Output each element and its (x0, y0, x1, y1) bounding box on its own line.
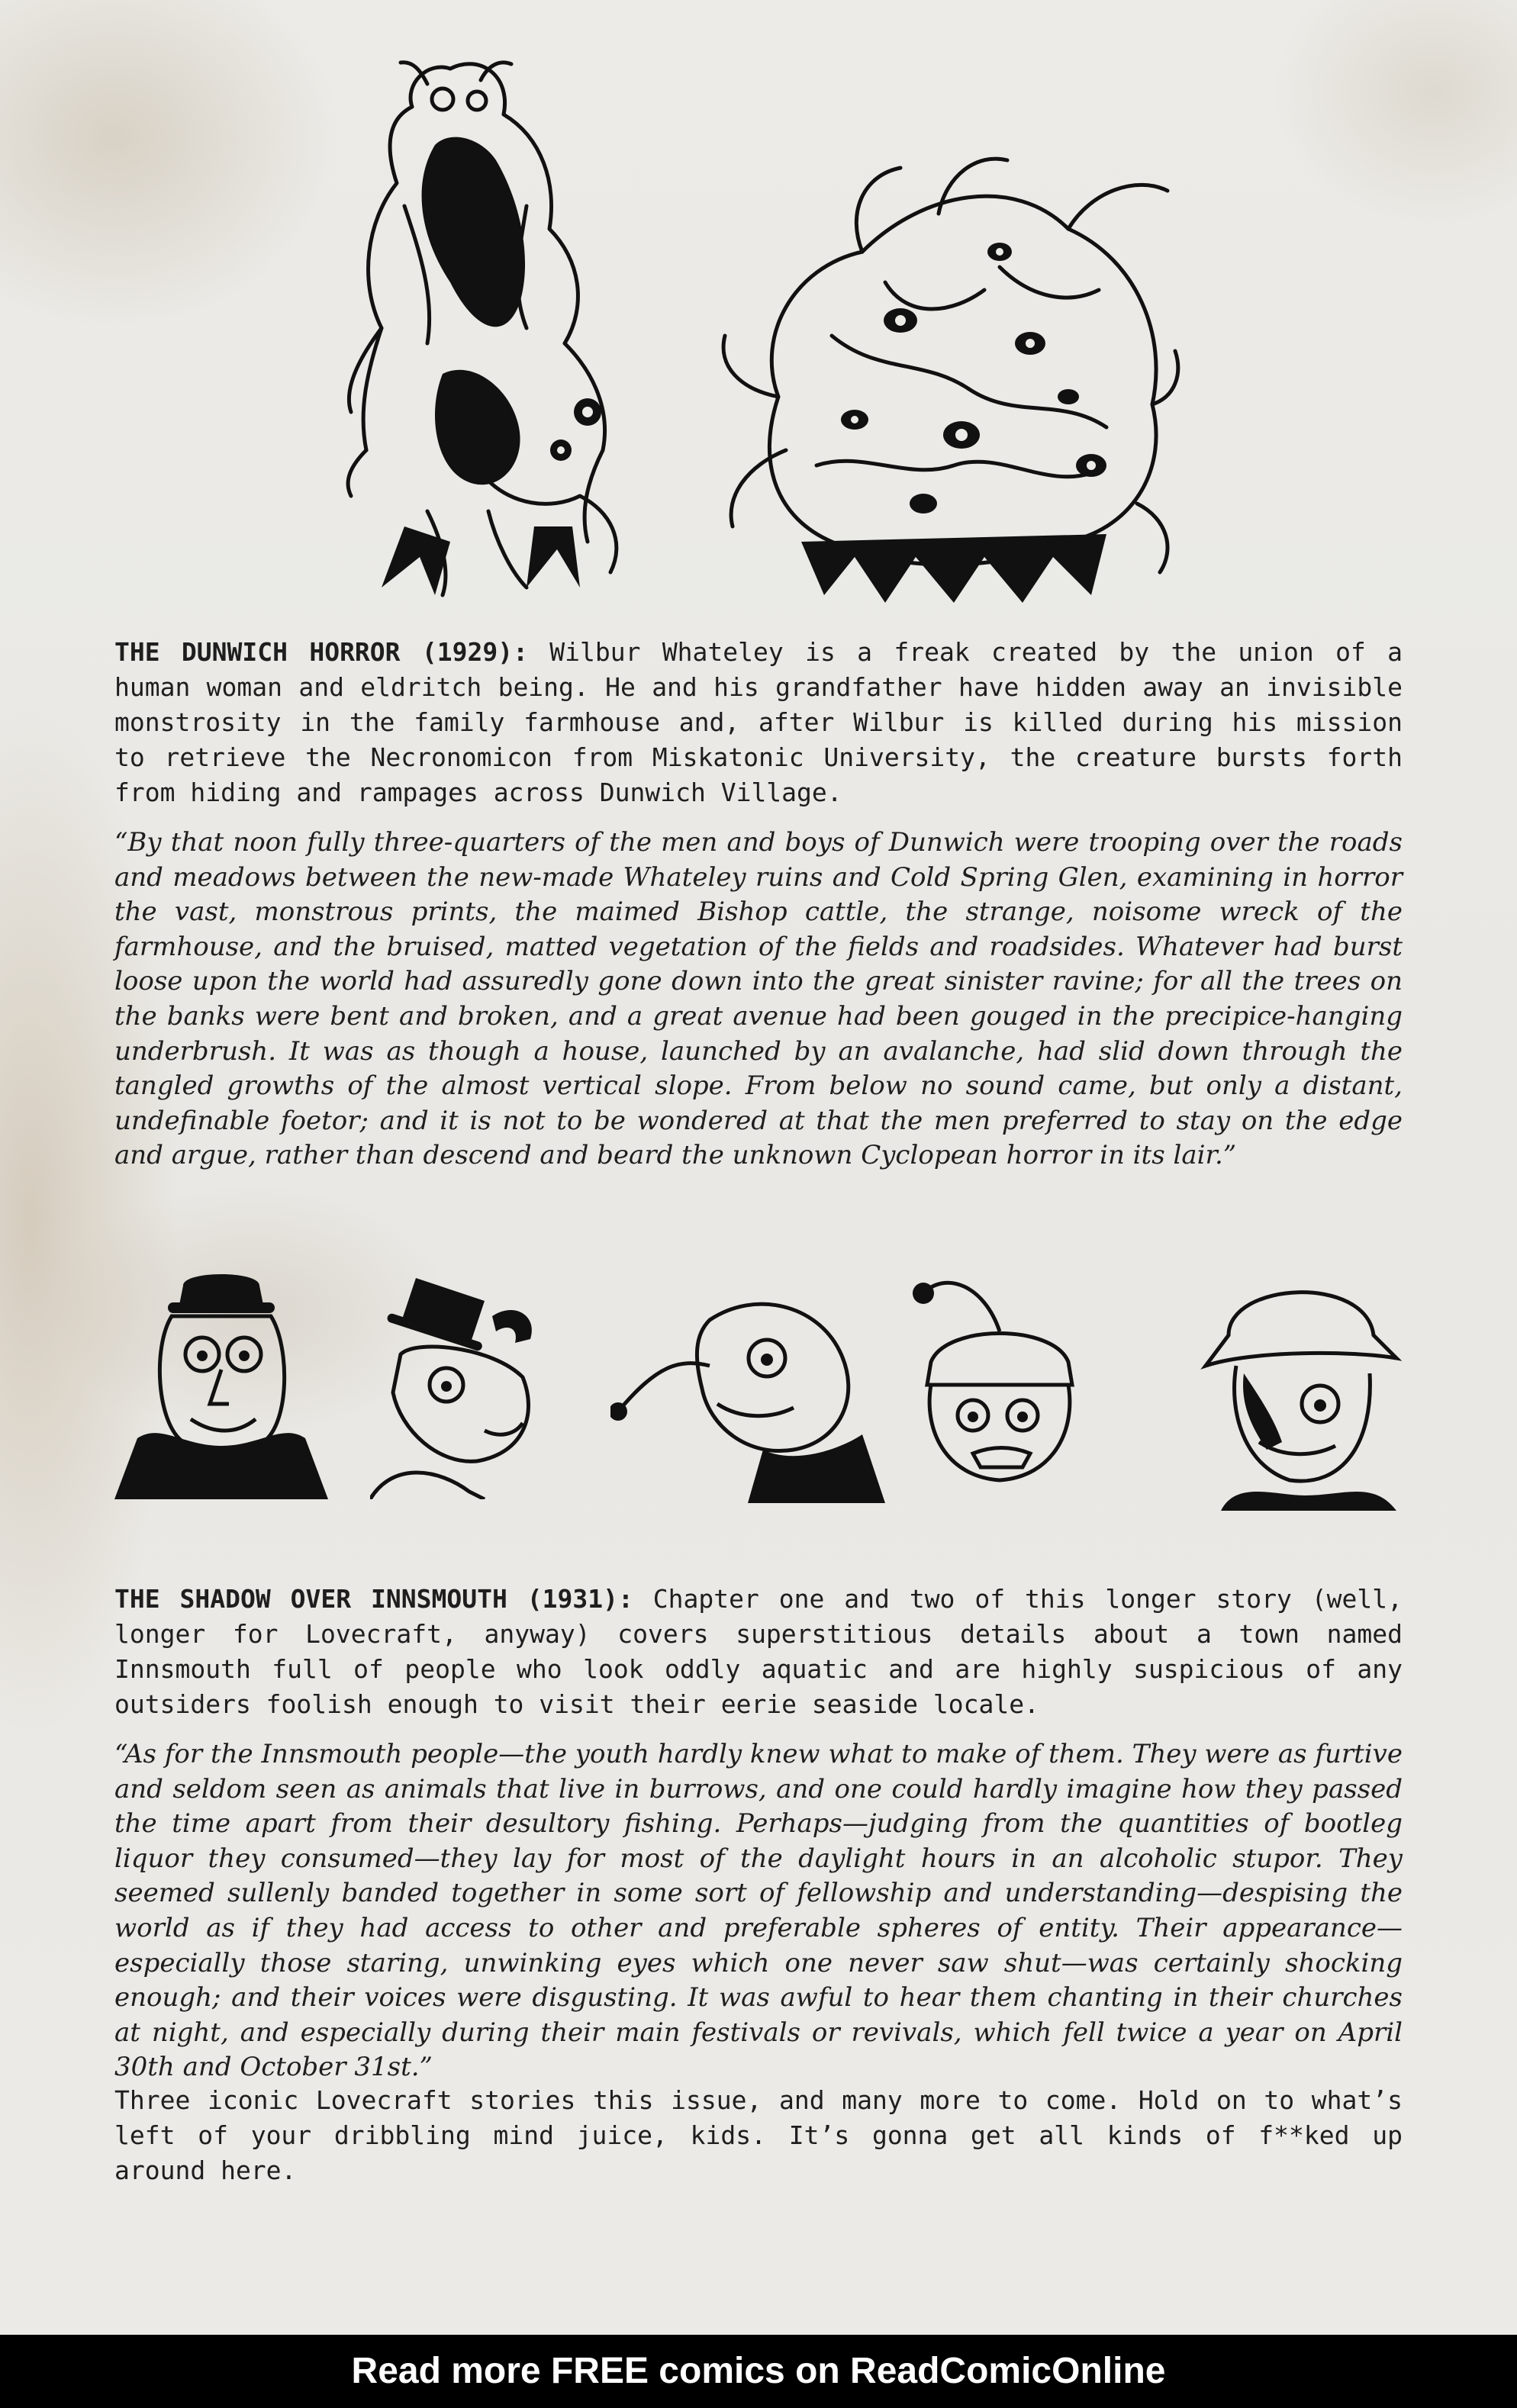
bowler-hat-fishman-drawing (114, 1270, 328, 1499)
top-hat-fishman-drawing (370, 1270, 568, 1499)
innsmouth-heading: THE SHADOW OVER INNSMOUTH (1931): (114, 1584, 633, 1614)
innsmouth-quote: “As for the Innsmouth people—the youth hardly knew what to make of them. They were as furtive and seldom seen as animals that live in burrows, and one could hardly imagine how they passed the time apart from their desultory fishing. Perhaps—judging from the quantities of bootleg liquor they consumed—they lay for most of the daylight hours in an alcoholic stupor. They seemed sullenly banded together in some sort of fellowship and understanding—despising the world as if they had access to other and preferable spheres of entity. Their appearance—especially those staring, unwinking eyes which one never saw shut—was certainly shocking enough; and their voices were disgusting. It was awful to hear them chanting in their churches at night, and especially during their main festivals or revivals, which fell twice a year on April 30th and October 31st.” (114, 1739, 1403, 2083)
closing-paragraph: Three iconic Lovecraft stories this issue, and many more to come. Hold on to what’s left of your dribbling mind juice, kids. It’s gonna get all kinds of f**ked up around here. (114, 2085, 1403, 2185)
dunwich-body: Wilbur Whateley is a freak created by the union of a human woman and eldritch being. He and his grandfather have hidden away an invisible monstrosity in the family farmhouse and, after Wilbur is killed during his mission to retrieve the Necronomicon from Miskatonic University, the creature bursts forth from hiding and rampages across Dunwich Village. (114, 637, 1403, 807)
dunwich-quote: “By that noon fully three-quarters of the men and boys of Dunwich were trooping over the roads and meadows between the new-made Whateley ruins and Cold Spring Glen, examining in horror the vast, monstrous prints, the maimed Bishop cattle, the strange, noisome wreck of the farmhouse, and the bruised, matted vegetation of the fields and roadsides. Whatever had burst loose upon the world had assuredly gone down into the great sinister ravine; for all the trees on the banks were bent and broken, and a great avenue had been gouged in the precipice-hanging underbrush. It was as though a house, launched by an avalanche, had slid down through the tangled growths of the almost vertical slope. From below no sound came, but only a distant, undefinable foetor; and it is not to be wondered at that the men preferred to stay on the edge and argue, rather than descend and beard the unknown Cyclopean horror in its lair.” (114, 827, 1403, 1171)
wilbur-whateley-drawing (336, 53, 656, 603)
innsmouth-synopsis (114, 1582, 1403, 1722)
dunwich-synopsis (114, 635, 1403, 810)
rain-hat-fishman-drawing (1198, 1267, 1404, 1511)
innsmouth-body: Chapter one and two of this longer story (well, longer for Lovecraft, anyway) covers superstitious details about a town named Innsmouth full of people who look oddly aquatic and are highly suspicious of any outsiders foolish enough to visit their eerie seaside locale. (114, 1584, 1403, 1719)
lure-fishman-drawing (610, 1274, 885, 1503)
dunwich-heading: THE DUNWICH HORROR (1929): (114, 637, 528, 667)
read-more-banner[interactable]: Read more FREE comics on ReadComicOnline (0, 2335, 1517, 2408)
anglerfish-beanie-fishman-drawing (900, 1263, 1099, 1515)
dunwich-horror-creature-drawing (710, 145, 1183, 603)
